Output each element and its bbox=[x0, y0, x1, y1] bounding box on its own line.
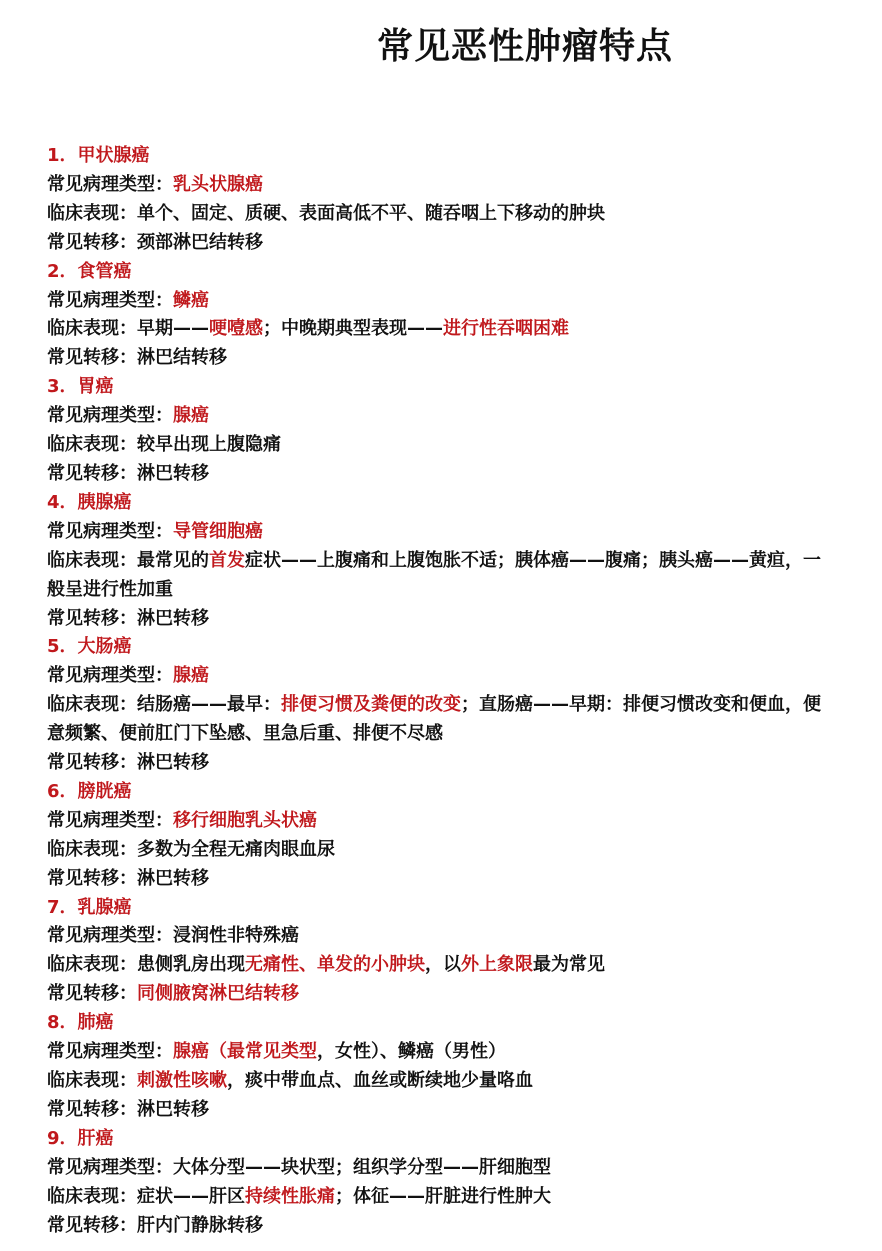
field-label: 临床表现： bbox=[47, 434, 137, 456]
metastasis-line bbox=[47, 229, 837, 258]
field-label: 临床表现： bbox=[47, 838, 137, 860]
metastasis-line bbox=[47, 980, 837, 1009]
field-text: ；体征——肝脏进行性肿大 bbox=[335, 1185, 551, 1207]
highlight-text: 外上象限 bbox=[461, 954, 533, 976]
field-text: 症状——肝区 bbox=[137, 1185, 245, 1207]
field-text: 淋巴转移 bbox=[137, 867, 209, 889]
page-title: 常见恶性肿瘤特点 bbox=[376, 25, 673, 67]
highlight-text: 哽噎感 bbox=[209, 318, 263, 340]
section-heading-bladder-cancer: 6．膀胱癌 bbox=[47, 780, 132, 802]
field-text: 浸润性非特殊癌 bbox=[173, 925, 299, 947]
field-text: 最常见的 bbox=[137, 549, 209, 571]
highlight-text: 首发 bbox=[209, 549, 245, 571]
field-label: 常见转移： bbox=[47, 752, 137, 774]
section-heading-colorectal-cancer: 5．大肠癌 bbox=[47, 636, 132, 658]
metastasis-line bbox=[47, 460, 837, 489]
field-label: 常见转移： bbox=[47, 1098, 137, 1120]
highlight-text: 刺激性咳嗽 bbox=[137, 1070, 227, 1091]
clinical-line bbox=[47, 1067, 837, 1096]
field-text: 较早出现上腹隐痛 bbox=[137, 434, 281, 456]
field-label: 常见病理类型： bbox=[47, 1156, 173, 1178]
clinical-line bbox=[47, 836, 837, 865]
clinical-line bbox=[47, 951, 837, 980]
pathology-type-line bbox=[47, 518, 837, 547]
field-label: 常见病理类型： bbox=[47, 173, 173, 195]
field-text: 淋巴结转移 bbox=[137, 347, 227, 369]
metastasis-line bbox=[47, 1096, 837, 1125]
field-label: 常见病理类型： bbox=[47, 809, 173, 831]
highlight-text: 腺癌 bbox=[173, 405, 209, 427]
field-text: 肝内门静脉转移 bbox=[137, 1214, 263, 1236]
field-label: 临床表现： bbox=[47, 1070, 137, 1091]
highlight-text: 持续性胀痛 bbox=[245, 1185, 335, 1207]
clinical-line bbox=[47, 547, 837, 605]
field-text: ，痰中带血点、血丝或断续地少量咯血 bbox=[227, 1070, 533, 1091]
metastasis-line bbox=[47, 1212, 837, 1241]
field-label: 常见转移： bbox=[47, 347, 137, 369]
field-text: 单个、固定、质硬、表面高低不平、随吞咽上下移动的肿块 bbox=[137, 202, 605, 224]
highlight-text: 同侧腋窝淋巴结转移 bbox=[137, 983, 299, 1005]
field-label: 常见病理类型： bbox=[47, 405, 173, 427]
field-text: 颈部淋巴结转移 bbox=[137, 231, 263, 253]
field-text: ，女性）、鳞癌（男性） bbox=[317, 1041, 506, 1063]
field-label: 常见病理类型： bbox=[47, 520, 173, 542]
section-heading-thyroid-cancer: 1．甲状腺癌 bbox=[47, 145, 150, 166]
field-label: 临床表现： bbox=[47, 318, 137, 340]
field-text: 最为常见 bbox=[533, 954, 605, 976]
pathology-type-line bbox=[47, 662, 837, 691]
field-label: 临床表现： bbox=[47, 549, 137, 571]
highlight-text: 进行性吞咽困难 bbox=[443, 318, 569, 340]
metastasis-line bbox=[47, 605, 837, 634]
highlight-text: 导管细胞癌 bbox=[173, 520, 263, 542]
field-text: 早期—— bbox=[137, 318, 209, 340]
field-text: 淋巴转移 bbox=[137, 607, 209, 629]
clinical-line bbox=[47, 1183, 837, 1212]
pathology-type-line bbox=[47, 287, 837, 316]
field-text: 大体分型——块状型；组织学分型——肝细胞型 bbox=[173, 1156, 551, 1178]
pathology-type-line bbox=[47, 807, 837, 836]
section-heading-pancreatic-cancer: 4．胰腺癌 bbox=[47, 491, 132, 513]
clinical-line bbox=[47, 691, 837, 749]
highlight-text: 无痛性、单发的小肿块 bbox=[245, 954, 425, 976]
field-text: ，以 bbox=[425, 954, 461, 976]
field-label: 常见转移： bbox=[47, 462, 137, 484]
field-label: 临床表现： bbox=[47, 694, 137, 716]
field-label: 常见病理类型： bbox=[47, 925, 173, 947]
highlight-text: 鳞癌 bbox=[173, 289, 209, 311]
metastasis-line bbox=[47, 749, 837, 778]
section-heading-liver-cancer: 9．肝癌 bbox=[47, 1127, 114, 1149]
pathology-type-line bbox=[47, 402, 837, 431]
pathology-type-line bbox=[47, 1038, 837, 1067]
field-text: 患侧乳房出现 bbox=[137, 954, 245, 976]
clinical-line bbox=[47, 200, 837, 229]
highlight-text: 腺癌（最常见类型 bbox=[173, 1041, 317, 1063]
field-text: ；中晚期典型表现—— bbox=[263, 318, 443, 340]
highlight-text: 排便习惯及粪便的改变 bbox=[281, 694, 461, 716]
field-label: 常见病理类型： bbox=[47, 1041, 173, 1063]
section-heading-gastric-cancer: 3．胃癌 bbox=[47, 376, 114, 398]
highlight-text: 乳头状腺癌 bbox=[173, 173, 263, 195]
pathology-type-line bbox=[47, 922, 837, 951]
field-text: ；直肠癌——早期：排便习惯改变和便血，便意频繁、便前肛门下坠感、里急后重、排便不尽感 bbox=[47, 694, 821, 745]
field-label: 临床表现： bbox=[47, 954, 137, 976]
section-heading-breast-cancer: 7．乳腺癌 bbox=[47, 896, 132, 918]
field-label: 临床表现： bbox=[47, 202, 137, 224]
metastasis-line bbox=[47, 865, 837, 894]
pathology-type-line bbox=[47, 171, 837, 200]
field-label: 临床表现： bbox=[47, 1185, 137, 1207]
metastasis-line bbox=[47, 344, 837, 373]
highlight-text: 腺癌 bbox=[173, 665, 209, 687]
field-text: 多数为全程无痛肉眼血尿 bbox=[137, 838, 335, 860]
field-label: 常见转移： bbox=[47, 231, 137, 253]
field-label: 常见病理类型： bbox=[47, 665, 173, 687]
clinical-line bbox=[47, 315, 837, 344]
document-body bbox=[47, 142, 837, 1240]
field-label: 常见转移： bbox=[47, 867, 137, 889]
field-text: 淋巴转移 bbox=[137, 462, 209, 484]
field-text: 症状——上腹痛和上腹饱胀不适；胰体癌——腹痛；胰头癌——黄疸，一般呈进行性加重 bbox=[47, 549, 821, 600]
clinical-line bbox=[47, 431, 837, 460]
field-label: 常见转移： bbox=[47, 1214, 137, 1236]
field-label: 常见转移： bbox=[47, 983, 137, 1005]
field-label: 常见病理类型： bbox=[47, 289, 173, 311]
section-heading-esophageal-cancer: 2．食管癌 bbox=[47, 260, 132, 282]
field-text: 淋巴转移 bbox=[137, 1098, 209, 1120]
pathology-type-line bbox=[47, 1154, 837, 1183]
field-label: 常见转移： bbox=[47, 607, 137, 629]
highlight-text: 移行细胞乳头状癌 bbox=[173, 809, 317, 831]
field-text: 结肠癌——最早： bbox=[137, 694, 281, 716]
field-text: 淋巴转移 bbox=[137, 752, 209, 774]
section-heading-lung-cancer: 8．肺癌 bbox=[47, 1012, 114, 1034]
